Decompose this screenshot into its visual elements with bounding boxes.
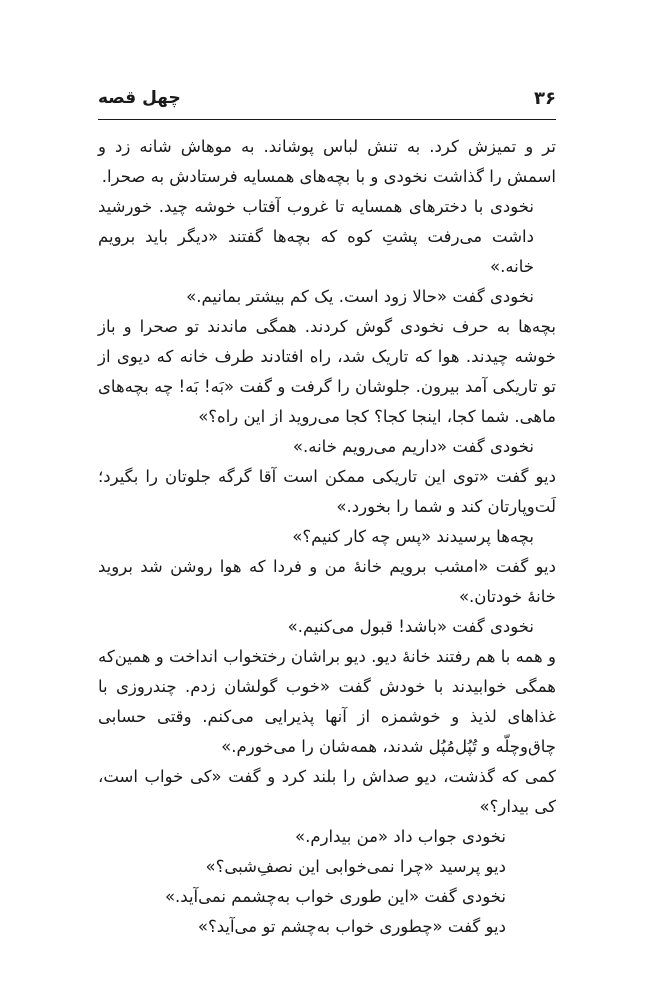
header-rule	[98, 119, 556, 120]
paragraph: دیو گفت «چطوری خواب به‌چشم تو می‌آید؟»	[197, 917, 506, 936]
paragraph: بچه‌ها پرسیدند «پس چه کار کنیم؟»	[292, 527, 534, 546]
story-text	[98, 132, 556, 942]
paragraph: و همه با هم رفتند خانهٔ دیو. دیو براشان رختخواب انداخت و همین‌که همگی خوابیدند با خودش گفت «خوب گولشان زدم. چندروزی با غذاهای لذیذ و خوشمزه از آنها پذیرایی می‌کنم. وقتی حسابی چاق‌وچلّه و تُپُل‌مُپُل شدند، همه‌شان را می‌خورم.»	[98, 647, 556, 756]
paragraph: نخودی گفت «باشد! قبول می‌کنیم.»	[287, 617, 534, 636]
page-header	[98, 88, 556, 114]
paragraph: دیو پرسید «چرا نمی‌خوابی این نصفِ‌شبی؟»	[205, 857, 506, 876]
paragraph: کمی که گذشت، دیو صداش را بلند کرد و گفت «کی خواب است، کی بیدار؟»	[98, 767, 556, 816]
paragraph: نخودی گفت «حالا زود است. یک کم بیشتر بمانیم.»	[186, 287, 534, 306]
paragraph: نخودی گفت «داریم می‌رویم خانه.»	[292, 437, 534, 456]
paragraph: دیو گفت «توی این تاریکی ممکن است آقا گرگه جلوتان را بگیرد؛ لَت‌وپارتان کند و شما را بخورد.»	[98, 467, 556, 516]
paragraph: تر و تمیزش کرد. به تنش لباس پوشاند. به موهاش شانه زد و اسمش را گذاشت نخودی و با بچه‌های همسایه فرستادش به صحرا.	[98, 137, 556, 186]
paragraph: دیو گفت «امشب برویم خانهٔ من و فردا که هوا روشن شد بروید خانهٔ خودتان.»	[98, 557, 556, 606]
paragraph: نخودی جواب داد «من بیدارم.»	[295, 827, 506, 846]
paragraph: بچه‌ها به حرف نخودی گوش کردند. همگی ماندند تو صحرا و باز خوشه چیدند. هوا که تاریک شد، راه افتادند طرف خانه که دیوی از تو تاریکی آمد بیرون. جلوشان را گرفت و گفت «بَه! بَه! چه بچه‌های ماهی. شما کجا، اینجا کجا؟ کجا می‌روید از این راه؟»	[98, 317, 556, 426]
running-title: چهل قصه	[98, 88, 181, 108]
page-number: ۳۶	[534, 88, 556, 109]
paragraph: نخودی با دخترهای همسایه تا غروب آفتاب خوشه چید. خورشید داشت می‌رفت پشتِ کوه که بچه‌ها گفتند «دیگر باید برویم خانه.»	[98, 197, 534, 276]
paragraph: نخودی گفت «این طوری خواب به‌چشمم نمی‌آید.»	[164, 887, 506, 906]
